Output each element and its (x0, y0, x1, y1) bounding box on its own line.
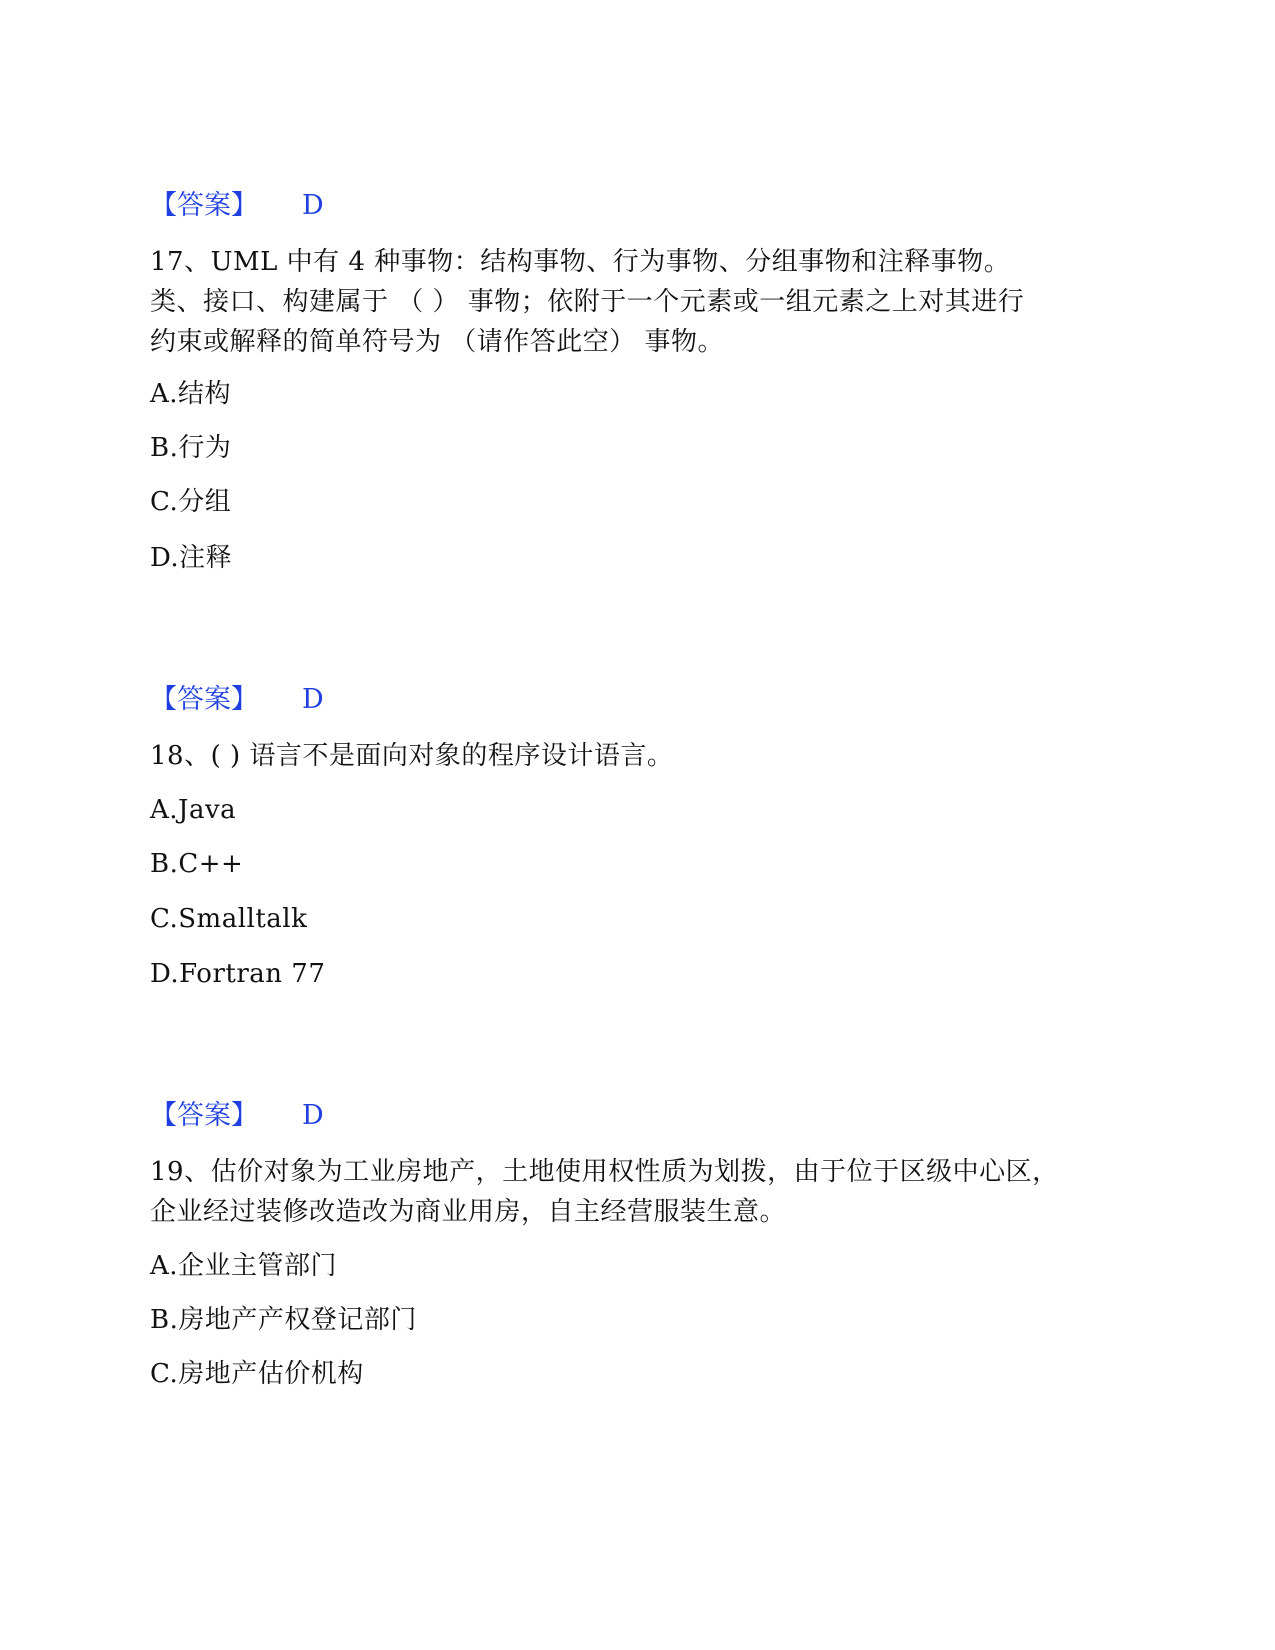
answer-tag: 【答案】 (150, 1100, 258, 1131)
question-18: 18、( ) 语言不是面向对象的程序设计语言。 (150, 741, 674, 771)
option-19-b: B.房地产产权登记部门 (150, 1305, 417, 1335)
option-18-d: D.Fortran 77 (150, 959, 326, 989)
answer-value: D (302, 1100, 324, 1131)
answer-line-17 (150, 680, 1110, 720)
option-17-a: A.结构 (150, 379, 232, 409)
answer-value: D (302, 684, 324, 715)
option-19-c: C.房地产估价机构 (150, 1359, 364, 1389)
answer-tag: 【答案】 (150, 190, 258, 221)
option-18-a: A.Java (150, 795, 237, 825)
option-18-b: B.C++ (150, 849, 244, 879)
answer-line-16 (150, 186, 1110, 226)
answer-value: D (302, 190, 324, 221)
answer-line-18 (150, 1096, 1110, 1136)
question-17: 17、UML 中有 4 种事物：结构事物、行为事物、分组事物和注释事物。类、接口、构建属于 （ ） 事物；依附于一个元素或一组元素之上对其进行约束或解释的简单符号为 （请作答此空） 事物。 (150, 247, 1025, 357)
option-17-d: D.注释 (150, 543, 233, 573)
option-17-c: C.分组 (150, 487, 232, 517)
question-19: 19、估价对象为工业房地产，土地使用权性质为划拨，由于位于区级中心区，企业经过装修改造改为商业用房，自主经营服装生意。 (150, 1157, 1059, 1227)
option-17-b: B.行为 (150, 433, 232, 463)
option-18-c: C.Smalltalk (150, 904, 308, 934)
option-19-a: A.企业主管部门 (150, 1251, 338, 1281)
answer-tag: 【答案】 (150, 684, 258, 715)
